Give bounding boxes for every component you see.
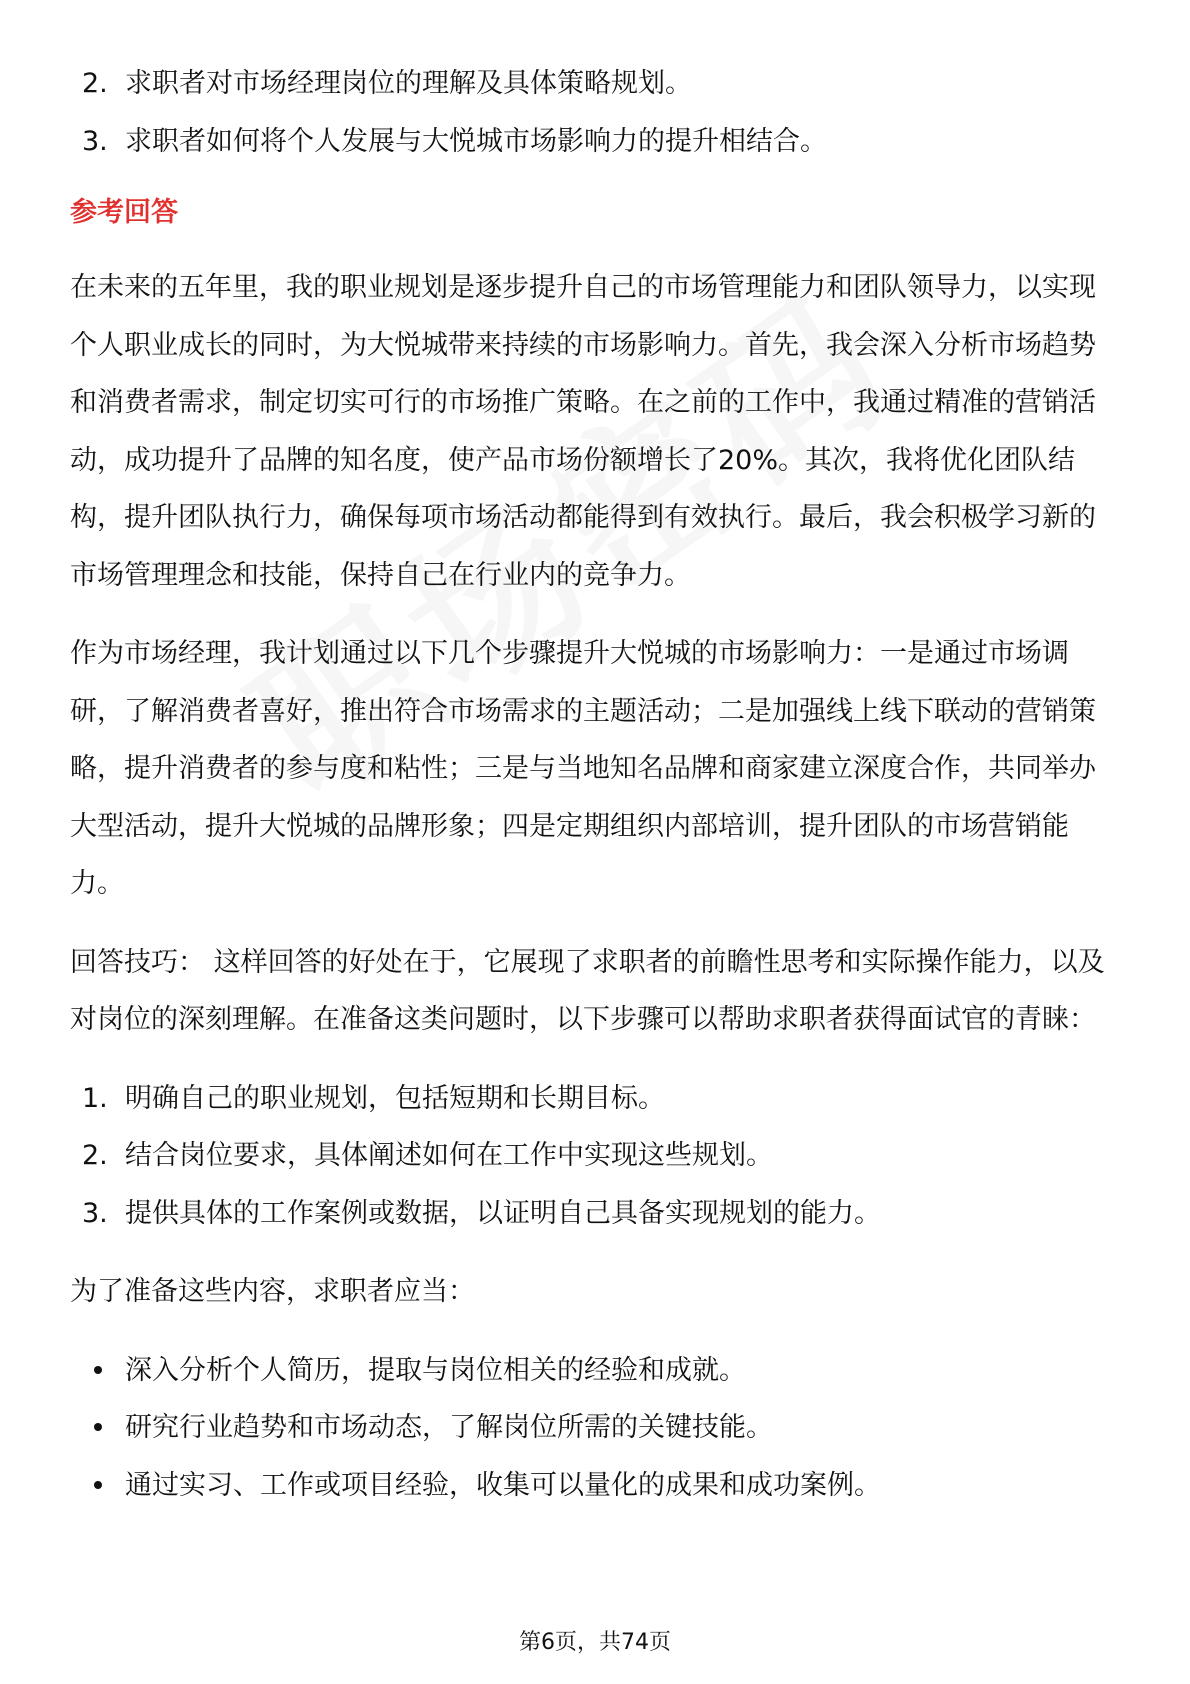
top-numbered-list <box>70 55 1120 170</box>
list-number: 3. <box>82 1197 108 1229</box>
list-number: 1. <box>82 1082 108 1114</box>
paragraph-answer-tips: 回答技巧： 这样回答的好处在于，它展现了求职者的前瞻性思考和实际操作能力，以及对岗位的深刻理解。在准备这类问题时，以下步骤可以帮助求职者获得面试官的青睐： <box>70 946 1105 1035</box>
bullet-list <box>70 1342 1120 1515</box>
list-text: 结合岗位要求，具体阐述如何在工作中实现这些规划。 <box>125 1140 773 1171</box>
bullet-dot-icon <box>94 1481 102 1489</box>
list-item <box>70 1070 1120 1128</box>
list-text: 提供具体的工作案例或数据，以证明自己具备实现规划的能力。 <box>125 1197 881 1229</box>
bullet-item <box>70 1399 1120 1457</box>
bullet-item <box>70 1342 1120 1400</box>
list-number: 3. <box>82 125 108 157</box>
list-item <box>70 1185 1120 1243</box>
list-text: 求职者如何将个人发展与大悦城市场影响力的提升相结合。 <box>125 125 827 157</box>
list-number: 2. <box>82 68 108 99</box>
list-item <box>70 55 1120 113</box>
list-text: 明确自己的职业规划，包括短期和长期目标。 <box>125 1082 665 1114</box>
bullet-dot-icon <box>94 1366 102 1374</box>
page-footer: 第6页，共74页 <box>519 1630 671 1655</box>
paragraph-career-plan: 在未来的五年里，我的职业规划是逐步提升自己的市场管理能力和团队领导力，以实现个人职业成长的同时，为大悦城带来持续的市场影响力。首先，我会深入分析市场趋势和消费者需求，制定切实可行的市场推广策略。在之前的工作中，我通过精准的营销活动，成功提升了品牌的知名度，使产品市场份额增长了20%。其次，我将优化团队结构，提升团队执行力，确保每项市场活动都能得到有效执行。最后，我会积极学习新的市场管理理念和技能，保持自己在行业内的竞争力。 <box>70 272 1096 591</box>
paragraph-market-steps: 作为市场经理，我计划通过以下几个步骤提升大悦城的市场影响力：一是通过市场调研，了解消费者喜好，推出符合市场需求的主题活动；二是加强线上线下联动的营销策略，提升消费者的参与度和粘性；三是与当地知名品牌和商家建立深度合作，共同举办大型活动，提升大悦城的品牌形象；四是定期组织内部培训，提升团队的市场营销能力。 <box>70 638 1096 899</box>
steps-numbered-list <box>70 1070 1120 1243</box>
prep-intro: 为了准备这些内容，求职者应当： <box>70 1276 475 1307</box>
bullet-text: 通过实习、工作或项目经验，收集可以量化的成果和成功案例。 <box>125 1469 881 1501</box>
list-item <box>70 1127 1120 1185</box>
answer-heading: 参考回答 <box>70 197 178 228</box>
bullet-item <box>70 1457 1120 1515</box>
bullet-dot-icon <box>94 1423 102 1431</box>
list-number: 2. <box>82 1140 108 1171</box>
bullet-text: 研究行业趋势和市场动态，了解岗位所需的关键技能。 <box>125 1412 773 1443</box>
page-content <box>70 55 1120 1514</box>
list-item <box>70 113 1120 171</box>
bullet-text: 深入分析个人简历，提取与岗位相关的经验和成就。 <box>125 1354 746 1386</box>
list-text: 求职者对市场经理岗位的理解及具体策略规划。 <box>125 68 692 99</box>
